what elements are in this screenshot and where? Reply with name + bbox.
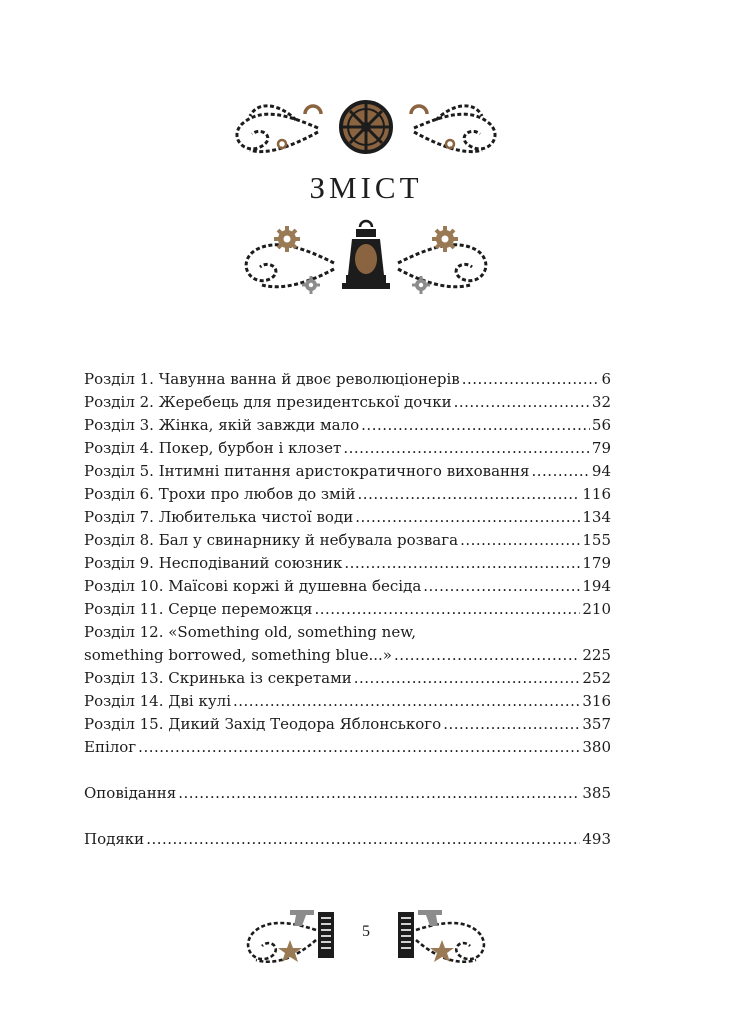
- toc-entry-label: Розділ 7. Любителька чистої води: [84, 508, 354, 526]
- dot-leader: [146, 828, 580, 851]
- toc-entry-label: Розділ 4. Покер, бурбон і клозет: [84, 439, 342, 457]
- toc-page-number: 316: [582, 692, 611, 710]
- toc-entry[interactable]: [84, 506, 611, 529]
- toc-page-number: 134: [582, 508, 611, 526]
- wagon-wheel-ornament: [0, 86, 732, 172]
- dot-leader: [138, 736, 580, 759]
- toc-page-number: 385: [582, 784, 611, 802]
- toc-entry-label: Розділ 2. Жеребець для президентської дочки: [84, 393, 452, 411]
- toc-entry[interactable]: [84, 529, 611, 552]
- toc-entry[interactable]: [84, 437, 611, 460]
- toc-entry[interactable]: [84, 644, 611, 667]
- toc-entry[interactable]: [84, 391, 611, 414]
- toc-entry-label: Розділ 14. Дві кулі: [84, 692, 231, 710]
- toc-entry[interactable]: [84, 713, 611, 736]
- toc-entry-label: Оповідання: [84, 784, 177, 802]
- lantern-ornament: [0, 215, 732, 305]
- dot-leader: [423, 575, 580, 598]
- dot-leader: [361, 414, 590, 437]
- table-of-contents: [84, 368, 611, 851]
- spacer: [84, 805, 611, 828]
- toc-entry[interactable]: [84, 667, 611, 690]
- toc-page-number: 210: [582, 600, 611, 618]
- page-title: ЗМІСТ: [309, 170, 423, 205]
- toc-page-number: 194: [582, 577, 611, 595]
- dot-leader: [233, 690, 580, 713]
- toc-entry[interactable]: [84, 690, 611, 713]
- dot-leader: [460, 529, 580, 552]
- toc-entry-thanks[interactable]: [84, 828, 611, 851]
- toc-page-number: 380: [582, 738, 611, 756]
- toc-page-number: 56: [591, 416, 611, 434]
- lantern-icon: [342, 221, 390, 289]
- dot-leader: [178, 782, 580, 805]
- toc-entry-label: Розділ 5. Інтимні питання аристократичного виховання: [84, 462, 530, 480]
- toc-page-number: 179: [582, 554, 611, 572]
- toc-entry[interactable]: [84, 552, 611, 575]
- toc-entry-label: Розділ 13. Скринька із секретами: [84, 669, 352, 687]
- dot-leader: [532, 460, 590, 483]
- dot-leader: [355, 506, 580, 529]
- toc-entry-title-line[interactable]: [84, 621, 611, 644]
- horseshoe-icon: [411, 106, 427, 114]
- toc-entry[interactable]: [84, 460, 611, 483]
- toc-entry-label: Розділ 1. Чавунна ванна й двоє революціонерів: [84, 370, 460, 388]
- toc-entry[interactable]: [84, 598, 611, 621]
- toc-entry-label: Розділ 6. Трохи про любов до змій: [84, 485, 356, 503]
- toc-page-number: 252: [582, 669, 611, 687]
- dot-leader: [394, 644, 580, 667]
- dot-leader: [358, 483, 581, 506]
- toc-entry-label: Розділ 15. Дикий Захід Теодора Яблонського: [84, 715, 442, 733]
- toc-page-number: 79: [591, 439, 611, 457]
- gear-icon: [412, 276, 430, 294]
- toc-entry-stories[interactable]: [84, 782, 611, 805]
- gear-icon: [302, 276, 320, 294]
- horseshoe-icon: [305, 106, 321, 114]
- toc-page-number: 493: [582, 830, 611, 848]
- toc-page-number: 6: [601, 370, 611, 388]
- toc-page-number: 94: [591, 462, 611, 480]
- toc-page-number: 32: [591, 393, 611, 411]
- toc-entry[interactable]: [84, 368, 611, 391]
- dot-leader: [454, 391, 590, 414]
- toc-entry-label: Розділ 11. Серце переможця: [84, 600, 313, 618]
- toc-page-number: 225: [582, 646, 611, 664]
- toc-entry[interactable]: [84, 414, 611, 437]
- page-number: 5: [362, 923, 370, 940]
- dot-leader: [344, 552, 580, 575]
- toc-entry-label: Розділ 9. Несподіваний союзник: [84, 554, 343, 572]
- toc-page-number: 116: [582, 485, 611, 503]
- dot-leader: [314, 598, 580, 621]
- toc-entry-label: something borrowed, something blue...»: [84, 646, 392, 664]
- toc-page-number: 357: [582, 715, 611, 733]
- spacer: [84, 759, 611, 782]
- toc-page-number: 155: [582, 531, 611, 549]
- toc-entry-label: Розділ 10. Маїсові коржі й душевна бесіда: [84, 577, 422, 595]
- toc-entry-label: Розділ 12. «Something old, something new,: [84, 623, 417, 641]
- dot-leader: [462, 368, 600, 391]
- toc-entry-label: Подяки: [84, 830, 145, 848]
- dot-leader: [343, 437, 590, 460]
- wagon-wheel-icon: [341, 102, 391, 152]
- toc-entry-label: Епілог: [84, 738, 137, 756]
- toc-entry[interactable]: [84, 736, 611, 759]
- toc-entry-label: Розділ 3. Жінка, якій завжди мало: [84, 416, 360, 434]
- toc-entry-label: Розділ 8. Бал у свинарнику й небувала розвага: [84, 531, 459, 549]
- toc-entry[interactable]: [84, 483, 611, 506]
- dot-leader: [354, 667, 581, 690]
- toc-entry[interactable]: [84, 575, 611, 598]
- dot-leader: [443, 713, 580, 736]
